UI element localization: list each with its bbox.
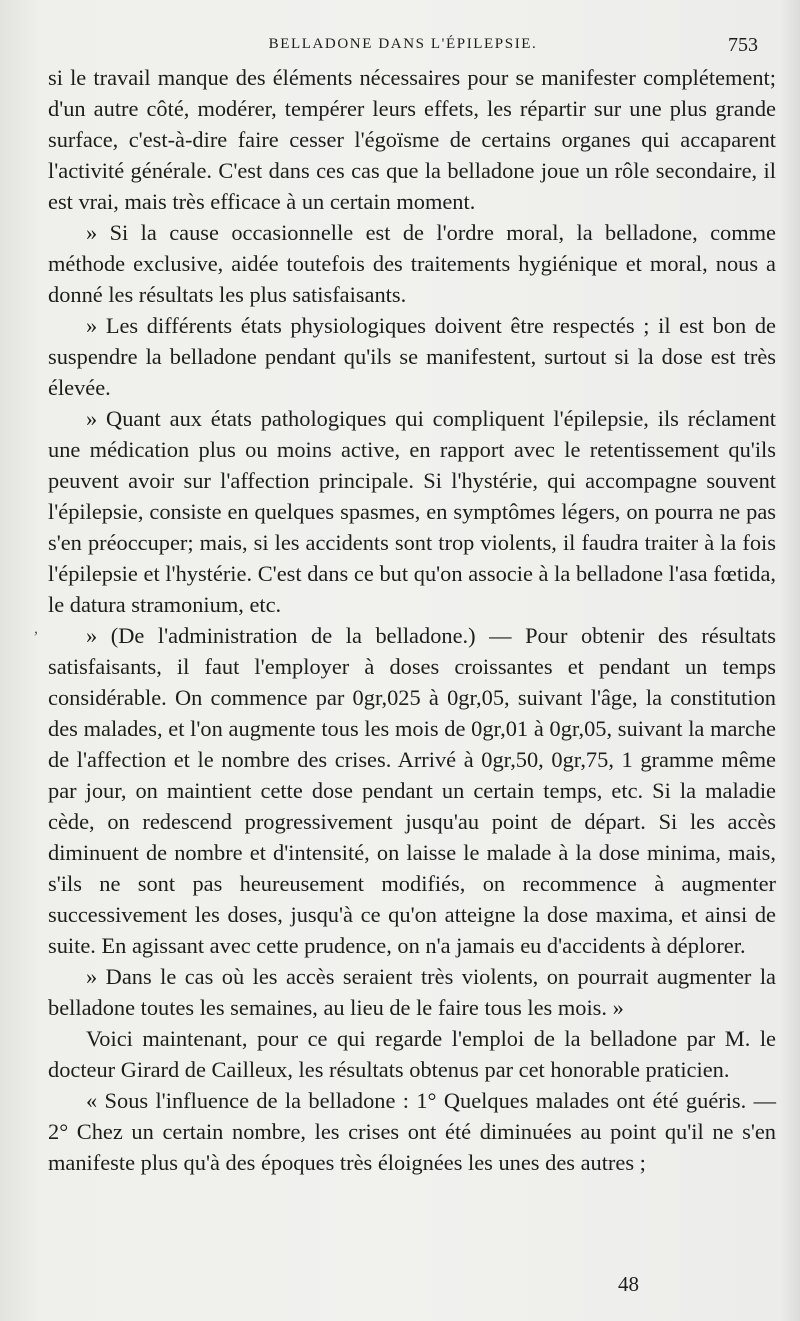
running-head	[48, 34, 758, 58]
paragraph-4: » Quant aux états pathologiques qui compliquent l'épilepsie, ils réclament une médication plus ou moins active, en rapport avec le retentissement qu'ils peuvent avoir sur l'affection principale. Si l'hystérie, qui accompagne souvent l'épilepsie, consiste en quelques spasmes, en symptômes légers, on pourra ne pas s'en préoccuper; mais, si les accidents sont trop violents, il faudra traiter à la fois l'épilepsie et l'hystérie. C'est dans ce but qu'on associe à la belladone l'asa fœtida, le datura stramonium, etc.	[48, 406, 776, 617]
signature-folio: 48	[618, 1272, 639, 1296]
paragraph-2: » Si la cause occasionnelle est de l'ordre moral, la belladone, comme méthode exclusive, aidée toutefois des traitements hygiénique et moral, nous a donné les résultats les plus satisfaisants.	[48, 220, 776, 307]
paragraph-5: » (De l'administration de la belladone.) — Pour obtenir des résultats satisfaisants, il faut l'employer à doses croissantes et pendant un temps considérable. On commence par 0gr,025 à 0gr,05, suivant l'âge, la constitution des malades, et l'on augmente tous les mois de 0gr,01 à 0gr,05, suivant la marche de l'affection et le nombre des crises. Arrivé à 0gr,50, 0gr,75, 1 gramme même par jour, on maintient cette dose pendant un certain temps, etc. Si la maladie cède, on redescend progressivement jusqu'au point de départ. Si les accès diminuent de nombre et d'intensité, on laisse le malade à la dose minima, mais, s'ils ne sont pas heureusement modifiés, on recommence à augmenter successivement les doses, jusqu'à ce qu'on atteigne la dose maxima, et ainsi de suite. En agissant avec cette prudence, on n'a jamais eu d'accidents à déplorer.	[48, 623, 776, 958]
margin-mark: ,	[34, 620, 38, 637]
paragraph-6: » Dans le cas où les accès seraient très violents, on pourrait augmenter la belladone toutes les semaines, au lieu de le faire tous les mois. »	[48, 964, 776, 1020]
paragraph-3: » Les différents états physiologiques doivent être respectés ; il est bon de suspendre la belladone pendant qu'ils se manifestent, surtout si la dose est très élevée.	[48, 313, 776, 400]
paragraph-7: Voici maintenant, pour ce qui regarde l'emploi de la belladone par M. le docteur Girard de Cailleux, les résultats obtenus par cet honorable praticien.	[48, 1026, 776, 1082]
paragraph-1: si le travail manque des éléments nécessaires pour se manifester complétement; d'un autre côté, modérer, tempérer leurs effets, les répartir sur une plus grande surface, c'est-à-dire faire cesser l'égoïsme de certains organes qui accaparent l'activité générale. C'est dans ces cas que la belladone joue un rôle secondaire, il est vrai, mais très efficace à un certain moment.	[48, 65, 776, 214]
body-text	[48, 62, 776, 1178]
page-number: 753	[728, 34, 758, 56]
running-title: BELLADONE DANS L'ÉPILEPSIE.	[268, 36, 538, 52]
paragraph-8: « Sous l'influence de la belladone : 1° Quelques malades ont été guéris. — 2° Chez un certain nombre, les crises ont été diminuées au point qu'il ne s'en manifeste plus qu'à des époques très éloignées les unes des autres ;	[48, 1088, 776, 1175]
